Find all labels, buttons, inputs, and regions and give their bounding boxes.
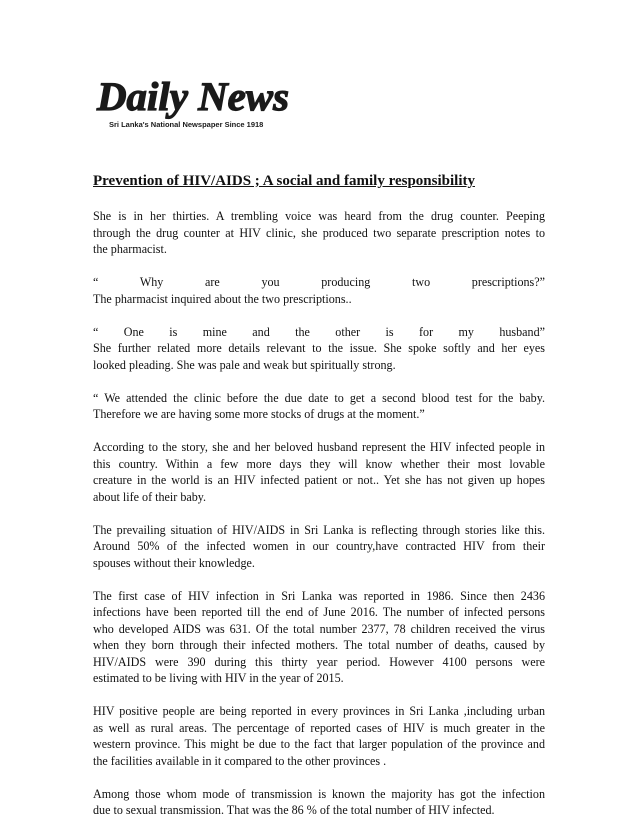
paragraph-line: due to sexual transmission. That was the 86 % of the total number of HIV infected. [93, 803, 495, 817]
article-paragraph [93, 208, 545, 258]
paragraph-line: looked pleading. She was pale and weak but spiritually strong. [93, 357, 396, 372]
paragraph-line: The first case of HIV infection in Sri Lanka was reported in 1986. Since then 2436 [93, 588, 545, 603]
paragraph-line: She is in her thirties. A trembling voice was heard from the drug counter. Peeping [93, 209, 545, 223]
paragraph-line: estimated to be living with HIV in the year of 2015. [93, 671, 344, 685]
paragraph-line: Among those whom mode of transmission is known the majority has got the infection [93, 786, 545, 801]
article-body [93, 208, 545, 835]
masthead [95, 70, 295, 136]
article-paragraph [93, 786, 545, 819]
paragraph-line: HIV positive people are being reported in every provinces in Sri Lanka ,including urban [93, 704, 545, 718]
article-paragraph [93, 588, 545, 687]
paragraph-line: the facilities available in it compared to the other provinces . [93, 753, 387, 768]
paragraph-line: According to the story, she and her beloved husband represent the HIV infected people in [93, 440, 545, 454]
paragraph-line: western province. This might be due to the fact that larger population of the province and [93, 737, 545, 751]
article-paragraph [93, 324, 545, 374]
article-paragraph [93, 390, 545, 423]
paragraph-line: “ We attended the clinic before the due date to get a second blood test for the baby. [93, 390, 545, 405]
article-paragraph [93, 274, 545, 307]
paragraph-line: the pharmacist. [93, 242, 167, 256]
paragraph-line: “ Why are you producing two prescriptions?” [93, 275, 545, 289]
paragraph-line: who developed AIDS was 631. Of the total number 2377, 78 children received the virus [93, 621, 545, 636]
logo-text: Daily News [95, 74, 289, 119]
paragraph-line: infections have been reported till the end of June 2016. The number of infected persons [93, 605, 545, 619]
paragraph-line: She further related more details relevant to the issue. She spoke softly and her eyes [93, 341, 545, 355]
paragraph-line: as well as rural areas. The percentage of reported cases of HIV is much greater in the [93, 720, 545, 735]
paragraph-line: this country. Within a few more days they will know whether their most lovable [93, 456, 545, 471]
article-paragraph [93, 439, 545, 505]
paragraph-line: about life of their baby. [93, 489, 207, 504]
article-paragraph [93, 522, 545, 572]
paragraph-line: The pharmacist inquired about the two prescriptions.. [93, 291, 352, 306]
article-title: Prevention of HIV/AIDS ; A social and family responsibility [93, 173, 475, 189]
masthead-tagline: Sri Lanka's National Newspaper Since 1918 [109, 120, 264, 129]
daily-news-logo [95, 70, 295, 120]
paragraph-line: when they born through their infected mothers. The total number of deaths, caused by [93, 638, 545, 652]
paragraph-line: HIV/AIDS were 390 during this thirty year period. However 4100 persons were [93, 654, 545, 669]
paragraph-line: creature in the world is an HIV infected patient or not.. Yet she has not given up hopes [93, 473, 545, 487]
paragraph-line: Therefore we are having some more stocks of drugs at the moment.” [93, 407, 425, 421]
paragraph-line: The prevailing situation of HIV/AIDS in Sri Lanka is reflecting through stories like this. [93, 522, 545, 537]
paragraph-line: Around 50% of the infected women in our country,have contracted HIV from their [93, 539, 545, 553]
paragraph-line: spouses without their knowledge. [93, 555, 255, 570]
paragraph-line: through the drug counter at HIV clinic, she produced two separate prescription notes to [93, 225, 545, 240]
article-paragraph [93, 703, 545, 769]
paragraph-line: “ One is mine and the other is for my husband” [93, 324, 545, 339]
